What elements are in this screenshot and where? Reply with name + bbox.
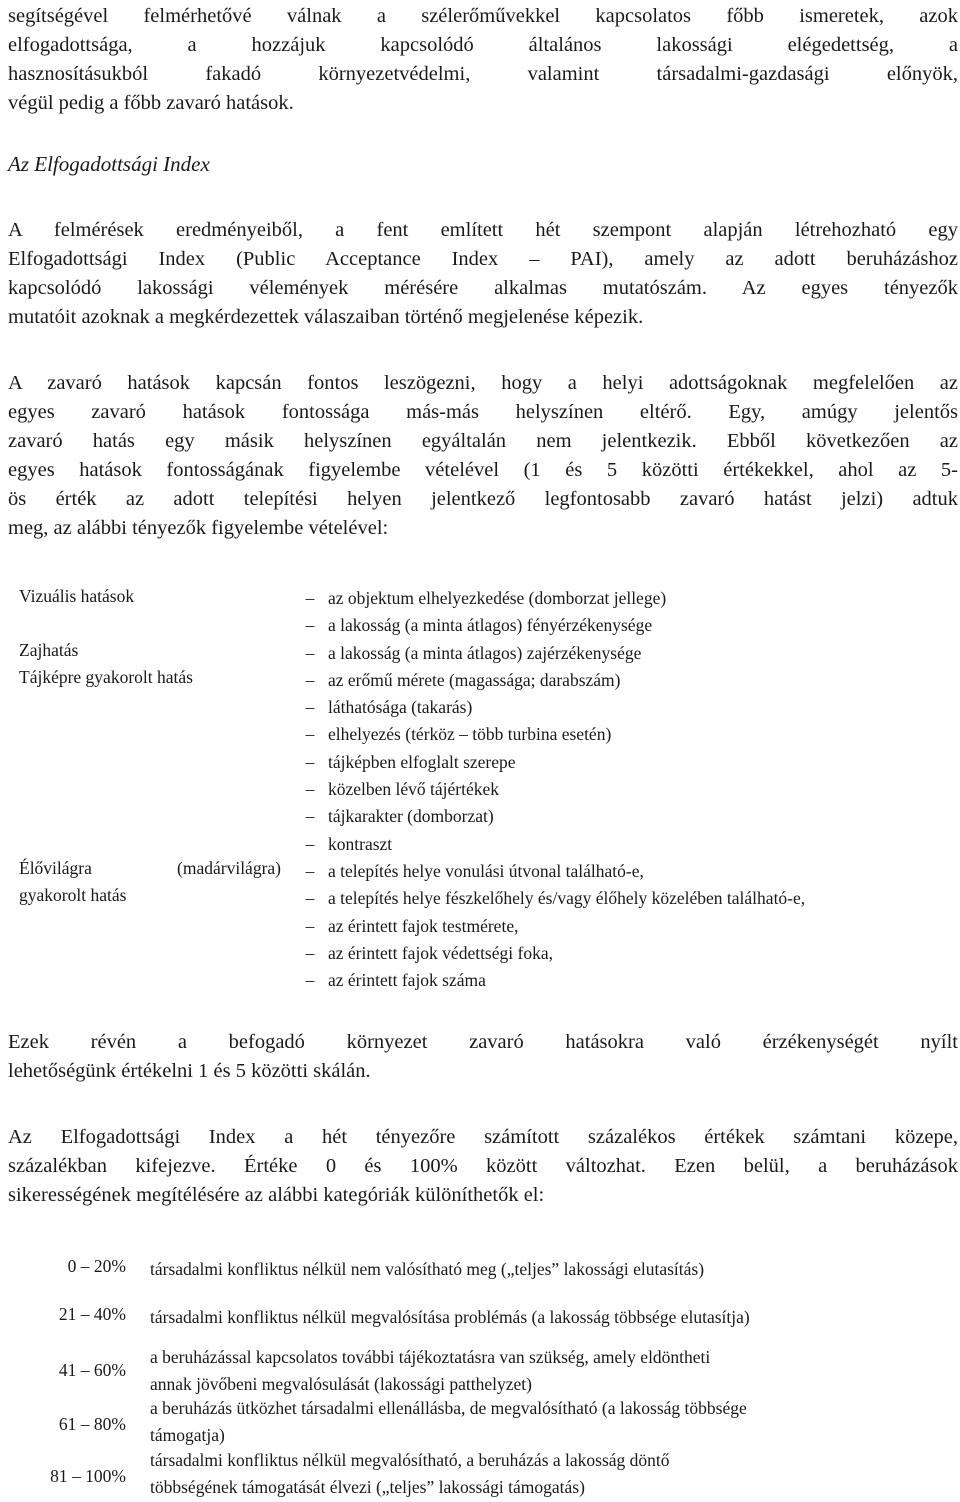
criterion-text: láthatósága (takarás) [328, 697, 473, 717]
dash-bullet: – [305, 779, 315, 799]
dash-bullet: – [305, 806, 315, 826]
dash-bullet: – [305, 752, 315, 772]
text-line: egyes hatások fontosságának figyelembe vételével (1 és 5 közötti értékekkel, ahol az 5- [8, 459, 958, 481]
text-line: kapcsolódó lakossági vélemények mérésére alkalmas mutatószám. Az egyes tényezők [8, 277, 958, 299]
category-range: 81 – 100% [50, 1466, 126, 1486]
factor-wildlife-line1 [19, 858, 281, 879]
list-item [300, 970, 486, 991]
criterion-text: a lakosság (a minta átlagos) fényérzékenysége [328, 615, 653, 635]
description-line: többségének támogatását élvezi („teljes” lakossági támogatás) [150, 1477, 585, 1497]
category-description [150, 1395, 950, 1449]
category-description [150, 1447, 950, 1501]
description-line: társadalmi konfliktus nélkül megvalósítható, a beruházás a lakosság döntő [150, 1450, 670, 1470]
criterion-text: elhelyezés (térköz – több turbina esetén) [328, 724, 612, 744]
criterion-text: az erőmű mérete (magassága; darabszám) [328, 670, 621, 690]
dash-bullet: – [305, 888, 315, 908]
factor-noise: Zajhatás [19, 640, 79, 660]
category-range: 0 – 20% [67, 1256, 126, 1276]
dash-bullet: – [305, 615, 315, 635]
dash-bullet: – [305, 670, 315, 690]
text-line: Ezek révén a befogadó környezet zavaró hatásokra való érzékenységét nyílt [8, 1031, 958, 1053]
text-line: zavaró hatás egy másik helyszínen egyáltalán nem jelentkezik. Ebből következően az [8, 430, 958, 452]
factor-landscape: Tájképre gyakorolt hatás [19, 667, 193, 687]
list-item [300, 806, 494, 827]
text-line: segítségével felmérhetővé válnak a szélerőművekkel kapcsolatos főbb ismeretek, azok [8, 5, 958, 27]
list-item [300, 888, 805, 909]
intro-paragraph [8, 2, 958, 118]
text-line: A felmérések eredményeiből, a fent említett hét szempont alapján létrehozható egy [8, 219, 958, 241]
list-item [300, 916, 518, 937]
text-line: Az Elfogadottsági Index a hét tényezőre számított százalékos értékek számtani közepe, [8, 1126, 958, 1148]
list-item [300, 752, 516, 773]
category-description [150, 1256, 950, 1283]
description-line: annak jövőbeni megvalósulását (lakossági patthelyzet) [150, 1374, 532, 1394]
list-item [300, 697, 472, 718]
list-item [300, 670, 620, 691]
dash-bullet: – [305, 970, 315, 990]
criterion-text: az érintett fajok védettségi foka, [328, 943, 553, 963]
list-item [300, 588, 666, 609]
category-range: 21 – 40% [58, 1304, 126, 1324]
text-line: hasznosításukból fakadó környezetvédelmi, valamint társadalmi-gazdasági előnyök, [8, 63, 958, 85]
text-line: sikerességének megítélésére az alábbi kategóriák különíthetők el: [8, 1184, 545, 1206]
text-line: egyes zavaró hatások fontossága más-más helyszínen eltérő. Egy, amúgy jelentős [8, 401, 958, 423]
criterion-text: kontraszt [328, 834, 393, 854]
description-line: a beruházás ütközhet társadalmi ellenállásba, de megvalósítható (a lakosság többsége [150, 1398, 747, 1418]
text-line: mutatóit azoknak a megkérdezettek válaszaiban történő megjelenése képezik. [8, 306, 644, 328]
text-line: százalékban kifejezve. Értéke 0 és 100% között változhat. Ezen belül, a beruházások [8, 1155, 958, 1177]
criterion-text: az objektum elhelyezkedése (domborzat jellege) [328, 588, 667, 608]
description-line: a beruházással kapcsolatos további tájékoztatásra van szükség, amely eldöntheti [150, 1347, 711, 1367]
category-description [150, 1304, 950, 1331]
pai-paragraph [8, 216, 958, 332]
description-line: társadalmi konfliktus nélkül nem valósítható meg („teljes” lakossági elutasítás) [150, 1259, 705, 1279]
dash-bullet: – [305, 916, 315, 936]
dash-bullet: – [305, 724, 315, 744]
criterion-text: tájképben elfoglalt szerepe [328, 752, 516, 772]
text-line: lehetőségünk értékelni 1 és 5 közötti skálán. [8, 1060, 371, 1082]
category-range: 61 – 80% [58, 1414, 126, 1434]
factor-wildlife-line2: gyakorolt hatás [19, 885, 127, 905]
text-line: A zavaró hatások kapcsán fontos leszögezni, hogy a helyi adottságoknak megfelelően az [8, 372, 958, 394]
list-item [300, 861, 644, 882]
dash-bullet: – [305, 697, 315, 717]
list-item [300, 615, 652, 636]
sensitivity-paragraph [8, 1028, 958, 1086]
criterion-text: a telepítés helye vonulási útvonal található-e, [328, 861, 644, 881]
criterion-text: az érintett fajok testmérete, [328, 916, 519, 936]
criterion-text: az érintett fajok száma [328, 970, 486, 990]
list-item [300, 834, 392, 855]
description-line: támogatja) [150, 1425, 225, 1445]
factor-wildlife-paren: (madárvilágra) [177, 858, 281, 878]
list-item [300, 724, 611, 745]
index-paragraph [8, 1123, 958, 1210]
text-line: meg, az alábbi tényezők figyelembe vételével: [8, 517, 389, 539]
text-line: Elfogadottsági Index (Public Acceptance Index – PAI), amely az adott beruházáshoz [8, 248, 958, 270]
category-description [150, 1344, 950, 1398]
text-line: végül pedig a főbb zavaró hatások. [8, 92, 294, 114]
criterion-text: a lakosság (a minta átlagos) zajérzékenysége [328, 643, 642, 663]
dash-bullet: – [305, 861, 315, 881]
section-heading: Az Elfogadottsági Index [8, 152, 210, 176]
text-line: elfogadottsága, a hozzájuk kapcsolódó általános lakossági elégedettség, a [8, 34, 958, 56]
dash-bullet: – [305, 643, 315, 663]
list-item [300, 943, 553, 964]
dash-bullet: – [305, 834, 315, 854]
list-item [300, 643, 641, 664]
dash-bullet: – [305, 943, 315, 963]
criterion-text: a telepítés helye fészkelőhely és/vagy élőhely közelében található-e, [328, 888, 806, 908]
factor-wildlife-word: Élővilágra [19, 858, 92, 878]
description-line: társadalmi konfliktus nélkül megvalósítása problémás (a lakosság többsége elutasítja) [150, 1307, 750, 1327]
dash-bullet: – [305, 588, 315, 608]
list-item [300, 779, 499, 800]
disturbance-paragraph [8, 369, 958, 543]
category-range: 41 – 60% [58, 1360, 126, 1380]
criterion-text: tájkarakter (domborzat) [328, 806, 494, 826]
criterion-text: közelben lévő tájértékek [328, 779, 500, 799]
text-line: ös érték az adott telepítési helyen jelentkező legfontosabb zavaró hatást jelzi) adtuk [8, 488, 958, 510]
factor-visual: Vizuális hatások [19, 586, 135, 606]
